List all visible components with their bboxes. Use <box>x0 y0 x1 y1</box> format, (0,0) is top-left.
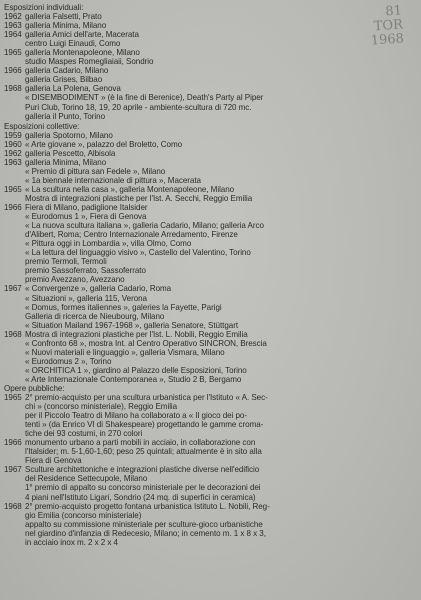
entry-line: « La lettura del linguaggio visivo », Castello del Valentino, Torino <box>25 248 251 258</box>
entry-line: « Premio di pittura san Fedele », Milano <box>25 166 166 176</box>
entry-collettive <box>4 185 416 203</box>
section-title-individuali: Esposizioni individuali: <box>4 3 84 12</box>
entry-line: galleria La Polena, Genova <box>25 84 121 94</box>
section-pubbliche <box>4 393 416 547</box>
entry-lines <box>25 21 416 30</box>
entry-line: chi » (concorso ministeriale), Reggio Emilia <box>25 402 178 412</box>
entry-individuali <box>4 12 416 21</box>
exhibition-list <box>4 3 416 547</box>
entry-collettive <box>4 158 416 185</box>
entry-line: premio Termoli, Termoli <box>25 257 107 267</box>
entry-lines <box>25 131 416 140</box>
entry-year: 1967 <box>4 465 22 475</box>
entry-line: tiche dei 93 costumi, in 270 colori <box>25 429 143 439</box>
entry-line: monumento urbano a parti mobili in acciaio, in collaborazione con <box>25 438 256 448</box>
entry-line: « Convergenze », galleria Cadario, Roma <box>25 284 172 294</box>
section-collettive <box>4 131 416 384</box>
entry-line: « Confronto 68 », mostra Int. al Centro Operativo SINCRON, Brescia <box>25 338 267 348</box>
entry-line: Mostra di integrazioni plastiche per l'Ist. L. Nobili, Reggio Emilia <box>25 329 248 339</box>
entry-line: l'Italsider; m. 5-1,60-1,60; peso 25 quintali; attualmente è in sito alla <box>25 447 262 457</box>
entry-lines <box>25 48 416 66</box>
entry-collettive <box>4 330 416 384</box>
entry-pubbliche <box>4 438 416 465</box>
entry-line: « Nuovi materiali e linguaggio », galleria Vismara, Milano <box>25 347 225 357</box>
entry-lines <box>25 438 416 465</box>
entry-line: nel giardino d'infanzia di Redecesio, Milano; in cemento m. 1 x 8 x 3, <box>25 528 266 538</box>
entry-line: 2° premio-acquisto per una scultura urbanistica per l'Istituto « A. Sec- <box>25 393 268 403</box>
entry-line: « La scultura nella casa », galleria Montenapoleone, Milano <box>25 184 235 194</box>
entry-year: 1964 <box>4 30 22 40</box>
entry-lines <box>25 393 416 438</box>
entry-individuali <box>4 84 416 120</box>
entry-line: gio Emilia (concorso ministeriale) <box>25 510 142 520</box>
entry-lines <box>25 140 416 149</box>
entry-line: Mostra di integrazioni plastiche per l'Ist. A. Secchi, Reggio Emilia <box>25 193 253 203</box>
entry-line: d'Alibert, Roma; Centro Internazionale Arredamento, Firenze <box>25 230 238 240</box>
entry-line: « Situazioni », galleria 115, Verona <box>25 293 147 303</box>
entry-line: galleria Falsetti, Prato <box>25 12 102 22</box>
entry-line: Fiera di Milano, padiglione Italsider <box>25 203 148 213</box>
entry-line: Sculture architettoniche e integrazioni plastiche diverse nell'edificio <box>25 465 260 475</box>
handwritten-year: 1968 <box>370 31 405 49</box>
entry-lines <box>25 284 416 329</box>
entry-line: premio Avezzano, Avezzano <box>25 275 125 285</box>
entry-lines <box>25 149 416 158</box>
entry-line: galleria il Punto, Torino <box>25 111 106 121</box>
entry-year: 1963 <box>4 21 22 31</box>
entry-individuali <box>4 30 416 48</box>
handwritten-number: 81 <box>384 3 403 20</box>
entry-line: 1° premio di appalto su concorso ministeriale per le decorazioni dei <box>25 483 261 493</box>
entry-pubbliche <box>4 393 416 438</box>
entry-line: « Arte Internazionale Contemporanea », Studio 2 B, Bergamo <box>25 374 242 384</box>
entry-year: 1968 <box>4 84 22 94</box>
entry-line: centro Luigi Einaudi, Como <box>25 39 121 49</box>
entry-line: « 1a biennale internazionale di pittura », Macerata <box>25 175 201 185</box>
entry-lines <box>25 66 416 84</box>
entry-line: galleria Cadario, Milano <box>25 66 109 76</box>
entry-year: 1967 <box>4 284 22 294</box>
entry-collettive <box>4 131 416 140</box>
entry-line: « Arte giovane », palazzo del Broletto, Como <box>25 139 183 149</box>
entry-lines <box>25 502 416 547</box>
entry-collettive <box>4 203 416 284</box>
entry-individuali <box>4 48 416 66</box>
section-title-pubbliche: Opere pubbliche: <box>4 383 65 393</box>
entry-line: tenti » (da Enrico VI di Shakespeare) progettando le gamme croma- <box>25 420 264 430</box>
section-individuali <box>4 12 416 121</box>
entry-line: Puri Club, Torino 18, 19, 20 aprile - ambiente-scultura di 720 mc. <box>25 102 252 112</box>
entry-year: 1966 <box>4 438 22 448</box>
entry-lines <box>25 12 416 21</box>
entry-lines <box>25 185 416 203</box>
entry-year: 1965 <box>4 393 22 403</box>
entry-line: galleria Grises, Bilbao <box>25 75 103 85</box>
entry-line: « La nuova scultura italiana », galleria Cadario, Milano; galleria Arco <box>25 221 264 231</box>
entry-individuali <box>4 21 416 30</box>
entry-lines <box>25 330 416 384</box>
entry-line: « Domus, formes italiennes », galeries la Fayette, Parigi <box>25 302 222 312</box>
handwritten-city: TOR <box>373 17 404 35</box>
entry-line: del Residence Settecupole, Milano <box>25 474 148 484</box>
entry-line: « Pittura oggi in Lombardia », villa Olmo, Como <box>25 239 192 249</box>
entry-line: « DISEMBODIMENT » (è la fine di Berenice), Death's Party al Piper <box>25 93 264 103</box>
entry-line: galleria Montenapoleone, Milano <box>25 48 140 58</box>
entry-year: 1966 <box>4 203 22 213</box>
entry-lines <box>25 158 416 185</box>
entry-lines <box>25 465 416 501</box>
entry-line: premio Sassoferrato, Sassoferrato <box>25 266 146 276</box>
entry-lines <box>25 84 416 120</box>
entry-line: « ORCHITICA 1 », giardino al Palazzo delle Esposizioni, Torino <box>25 365 247 375</box>
entry-line: Galleria di ricerca de Nieubourg, Milano <box>25 311 165 321</box>
entry-line: « Eurodomus 1 », Fiera di Genova <box>25 212 147 222</box>
entry-year: 1965 <box>4 48 22 58</box>
entry-line: « Eurodomus 2 », Torino <box>25 356 112 366</box>
entry-year: 1968 <box>4 329 22 339</box>
entry-lines <box>25 30 416 48</box>
entry-lines <box>25 203 416 284</box>
entry-line: galleria Pescetto, Albisola <box>25 148 116 158</box>
entry-collettive <box>4 284 416 329</box>
entry-line: in acciaio inox m. 2 x 2 x 4 <box>25 537 118 547</box>
entry-line: Fiera di Genova <box>25 456 82 466</box>
entry-line: 2° premio-acquisto progetto fontana urbanistica Istituto L. Nobili, Reg- <box>25 501 270 511</box>
entry-line: galleria Minima, Milano <box>25 157 107 167</box>
entry-year: 1962 <box>4 12 22 22</box>
entry-year: 1963 <box>4 157 22 167</box>
entry-year: 1959 <box>4 130 22 140</box>
entry-collettive <box>4 140 416 149</box>
entry-individuali <box>4 66 416 84</box>
entry-year: 1962 <box>4 148 22 158</box>
entry-collettive <box>4 149 416 158</box>
entry-line: galleria Minima, Milano <box>25 21 107 31</box>
entry-line: studio Maspes Romegliaiaii, Sondrio <box>25 57 154 67</box>
entry-year: 1965 <box>4 184 22 194</box>
entry-line: per il Piccolo Teatro di Milano ha collaborato a « Il gioco dei po- <box>25 411 247 421</box>
entry-year: 1966 <box>4 66 22 76</box>
entry-year: 1960 <box>4 139 22 149</box>
entry-pubbliche <box>4 502 416 547</box>
section-title-collettive: Esposizioni collettive: <box>4 121 80 131</box>
entry-pubbliche <box>4 465 416 501</box>
entry-line: « Situation Mailand 1967-1968 », galleria Senatore, Stüttgart <box>25 320 239 330</box>
entry-line: 4 piani nell'Istituto Ligari, Sondrio (24 mq. di superfici in ceramica) <box>25 492 256 502</box>
entry-line: appalto su commissione ministeriale per sculture-gioco urbanistiche <box>25 519 263 529</box>
entry-year: 1968 <box>4 501 22 511</box>
entry-line: galleria Spotorno, Milano <box>25 130 113 140</box>
entry-line: galleria Amici dell'arte, Macerata <box>25 30 139 40</box>
